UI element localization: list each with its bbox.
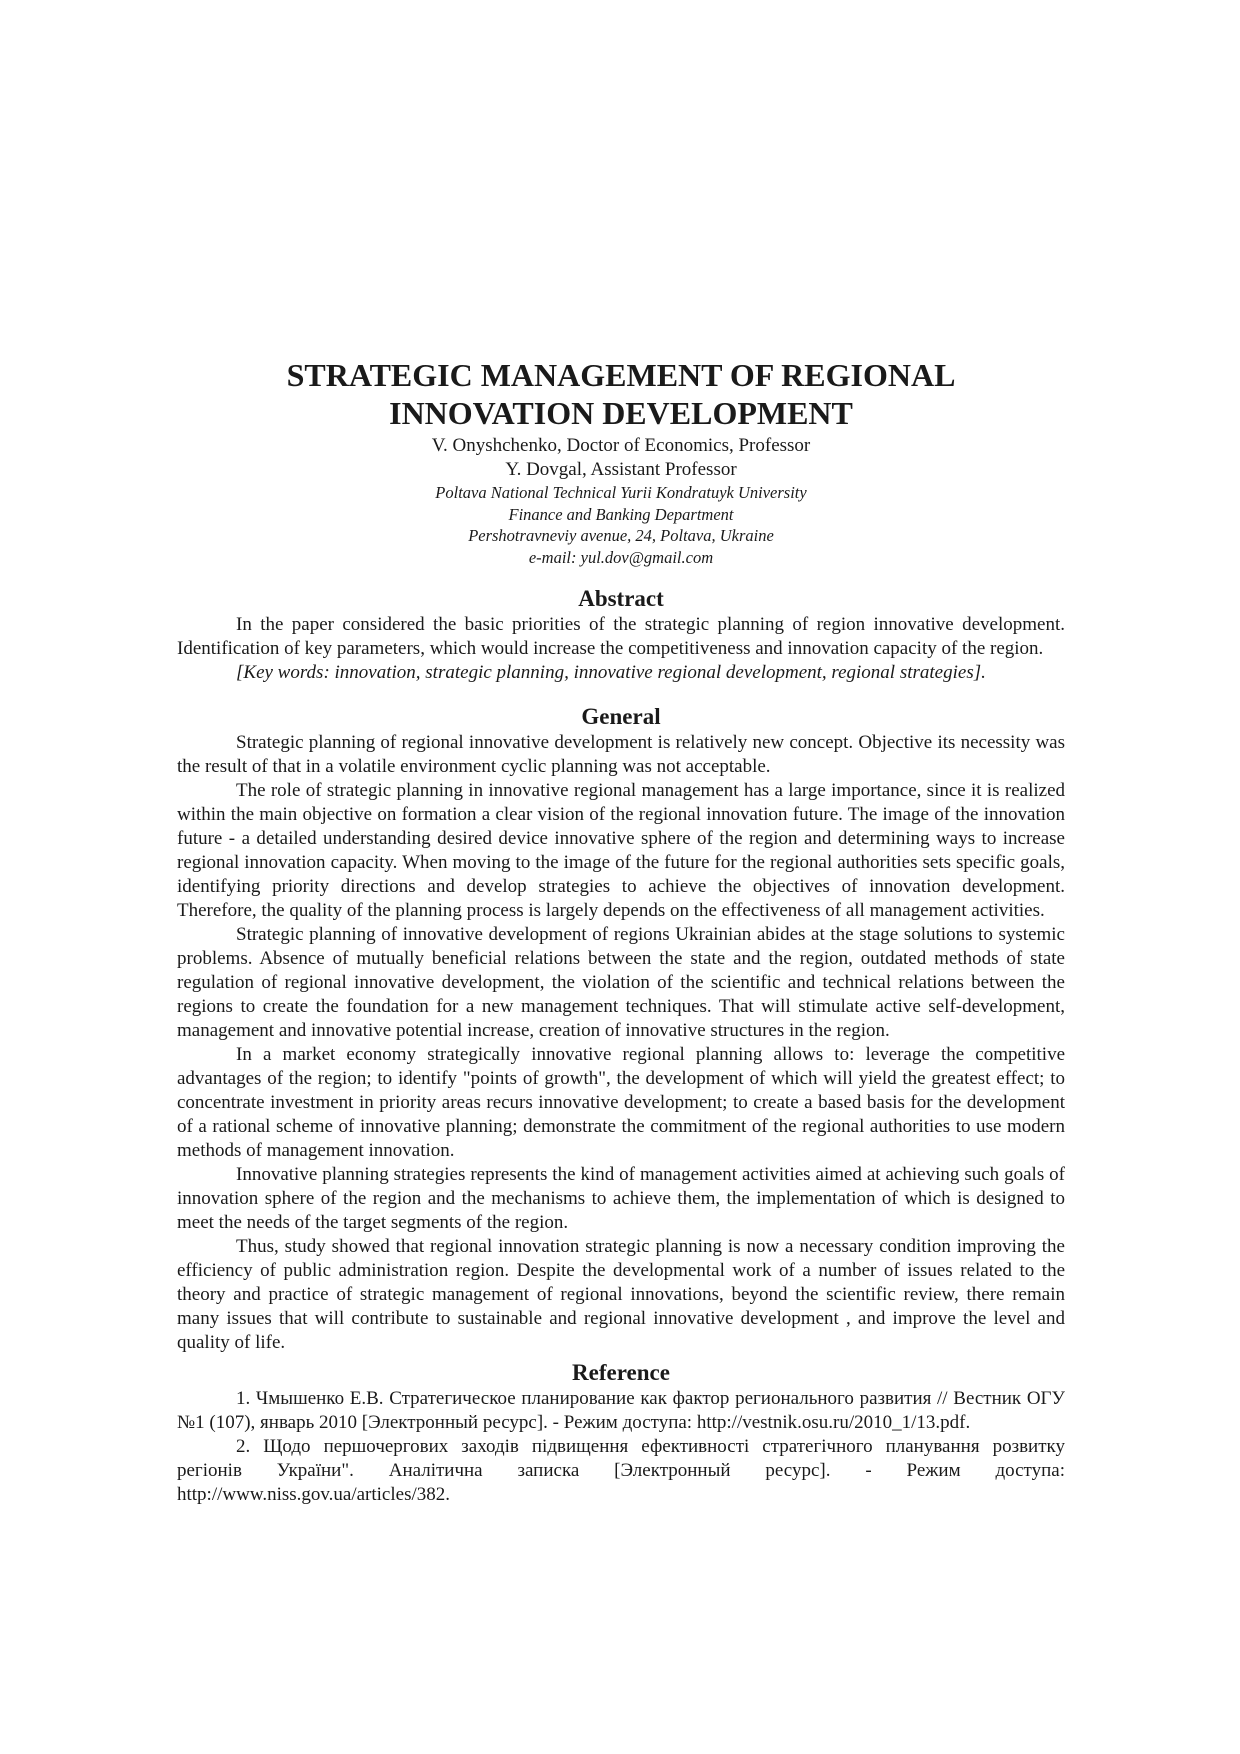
abstract-text: In the paper considered the basic priorities of the strategic planning of region innovative development. Identification of key parameters, which would increase the competitiveness and innovation capacity of the region.: [177, 614, 1065, 659]
paper-title: [177, 356, 1065, 432]
general-paragraph-3: Strategic planning of innovative development of regions Ukrainian abides at the stage solutions to systemic problems. Absence of mutually beneficial relations between the state and the region, outdated methods of state regulation of regional innovative development, the violation of the scientific and technical relations between the regions to create the foundation for a new management techniques. That will stimulate active self-development, management and innovative potential increase, creation of innovative structures in the region.: [177, 924, 1065, 1041]
reference-heading: Reference: [572, 1360, 670, 1385]
general-paragraph-4: In a market economy strategically innovative regional planning allows to: leverage the competitive advantages of the region; to identify "points of growth", the development of which will yield the greatest effect; to concentrate investment in priority areas recurs innovative development; to create a based basis for the development of a rational scheme of innovative planning; demonstrate the commitment of the regional authorities to use modern methods of management innovation.: [177, 1044, 1065, 1161]
paper-page: [177, 356, 1065, 1507]
reference-item-1: 1. Чмышенко Е.В. Стратегическое планирование как фактор регионального развития // Вестник ОГУ №1 (107), январь 2010 [Электронный ресурс]. - Режим доступа: http://vestnik.osu.ru/2010_1/13.pdf.: [177, 1388, 1065, 1433]
affiliation-email: e-mail: yul.dov@gmail.com: [528, 547, 714, 567]
general-paragraph-2: The role of strategic planning in innovative regional management has a large importance, since it is realized within the main objective on formation a clear vision of the regional innovation future. The image of the innovation future - a detailed understanding desired device innovative sphere of the region and determining ways to increase regional innovation capacity. When moving to the image of the future for the regional authorities sets specific goals, identifying priority directions and develop strategies to achieve the objectives of innovation development. Therefore, the quality of the planning process is largely depends on the effectiveness of all management activities.: [177, 780, 1065, 921]
affiliation-block: [177, 482, 1065, 568]
author-2: Y. Dovgal, Assistant Professor: [505, 459, 737, 480]
affiliation-university: Poltava National Technical Yurii Kondratuyk University: [435, 483, 807, 502]
affiliation-address: Pershotravneviy avenue, 24, Poltava, Ukraine: [468, 526, 774, 545]
title-line-1: STRATEGIC MANAGEMENT OF REGIONAL: [286, 357, 956, 393]
general-heading: General: [581, 704, 661, 729]
author-1: V. Onyshchenko, Doctor of Economics, Professor: [431, 435, 811, 456]
keywords: [Key words: innovation, strategic planning, innovative regional development, regional strategies].: [236, 662, 986, 683]
general-paragraph-5: Innovative planning strategies represents the kind of management activities aimed at achieving such goals of innovation sphere of the region and the mechanisms to achieve them, the implementation of which is designed to meet the needs of the target segments of the region.: [177, 1164, 1065, 1233]
reference-item-2: 2. Щодо першочергових заходів підвищення ефективності стратегічного планування розвитку регіонів України". Аналітична записка [Электронный ресурс]. - Режим доступа: http://www.niss.gov.ua/articles/382.: [177, 1436, 1065, 1505]
general-paragraph-1: Strategic planning of regional innovative development is relatively new concept. Objective its necessity was the result of that in a volatile environment cyclic planning was not acceptable.: [177, 732, 1065, 777]
abstract-heading: Abstract: [578, 586, 664, 611]
author-list: [177, 434, 1065, 482]
title-line-2: INNOVATION DEVELOPMENT: [389, 395, 853, 431]
affiliation-department: Finance and Banking Department: [508, 504, 734, 524]
general-paragraph-6: Thus, study showed that regional innovation strategic planning is now a necessary condition improving the efficiency of public administration region. Despite the developmental work of a number of issues related to the theory and practice of strategic management of regional innovations, beyond the scientific review, there remain many issues that will contribute to sustainable and regional innovative development , and improve the level and quality of life.: [177, 1236, 1065, 1353]
